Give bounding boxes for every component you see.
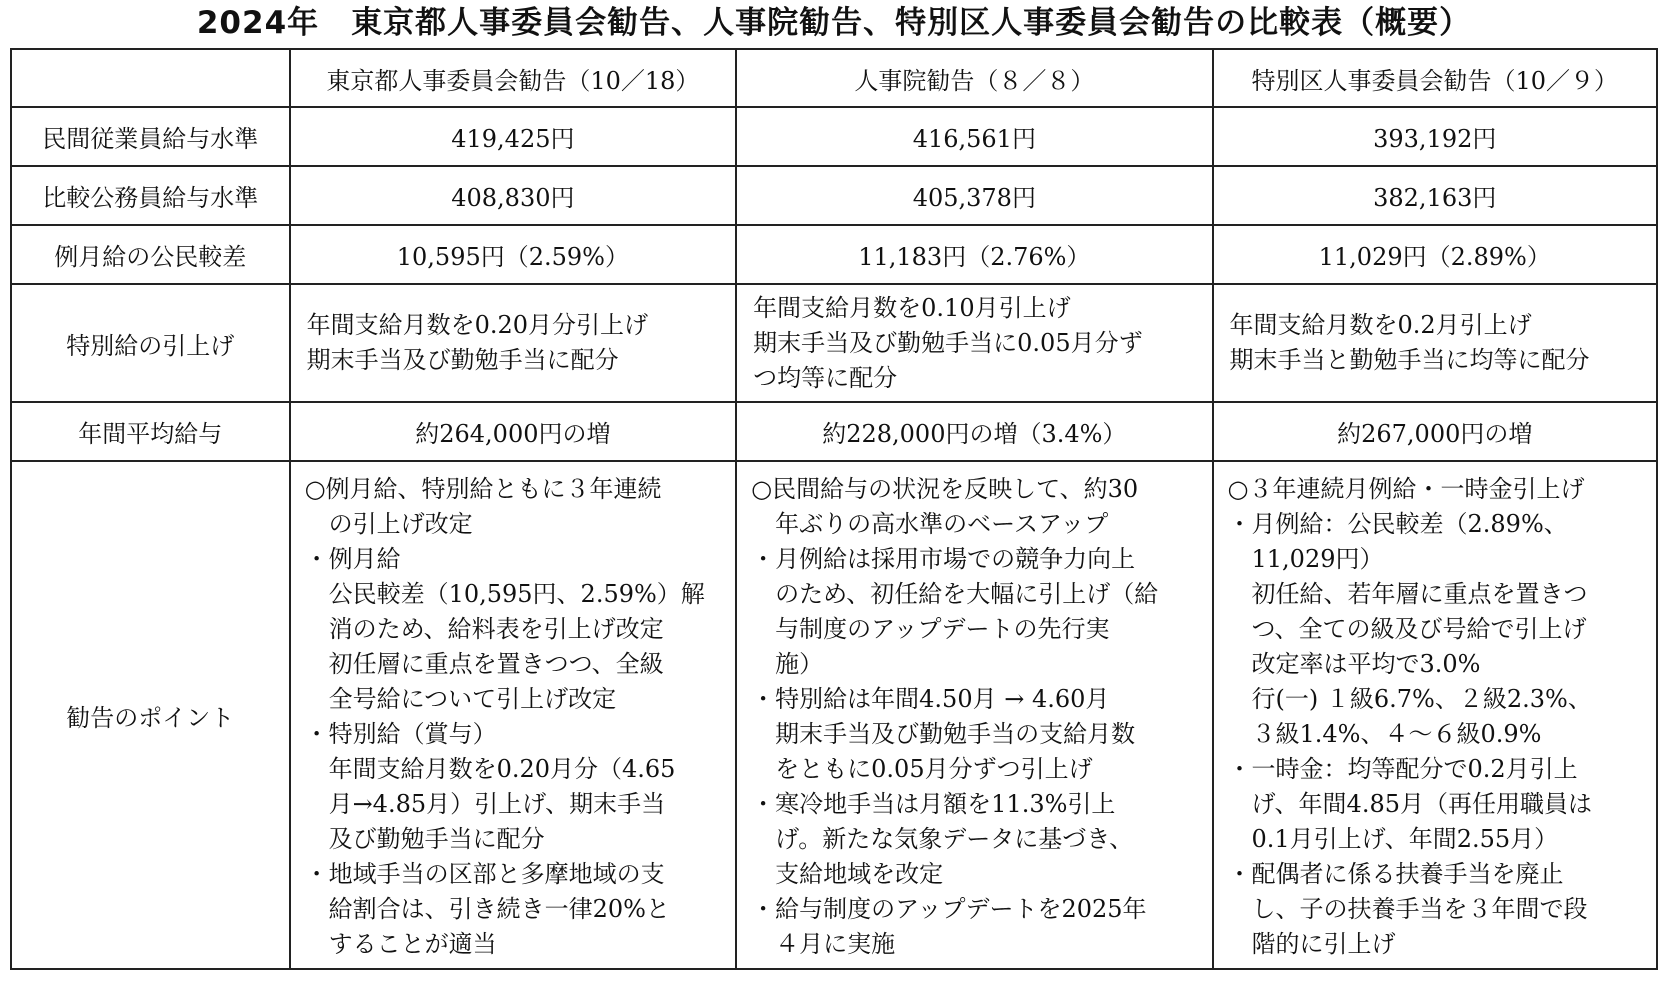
point-line: ・地域手当の区部と多摩地域の支 <box>304 860 665 888</box>
table-cell: 10,595円（2.59%） <box>290 225 737 284</box>
cell-line: 年間支給月数を0.20月分引上げ <box>306 311 649 339</box>
point-line: ・配偶者に係る扶養手当を廃止 <box>1227 860 1564 888</box>
points-cell-jinjiin <box>736 461 1212 969</box>
table-cell: 約267,000円の増 <box>1213 402 1657 461</box>
cell-line: 期末手当及び勤勉手当に配分 <box>306 346 619 374</box>
point-line: ４月に実施 <box>751 930 896 958</box>
point-line: げ、年間4.85月（再任用職員は <box>1227 790 1592 818</box>
point-line: 消のため、給料表を引上げ改定 <box>304 615 664 643</box>
cell-line: 年間支給月数を0.2月引上げ <box>1229 311 1532 339</box>
header-tokubetsuku: 特別区人事委員会勧告（10／９） <box>1213 49 1657 107</box>
comparison-table <box>10 48 1658 970</box>
table-cell: 約228,000円の増（3.4%） <box>736 402 1212 461</box>
point-line: ３級1.4%、４～６級0.9% <box>1227 720 1542 748</box>
row-label: 年間平均給与 <box>11 402 290 461</box>
points-cell-tokyo <box>290 461 737 969</box>
point-line: ・月例給：公民較差（2.89%、 <box>1227 510 1568 538</box>
point-line: ・月例給は採用市場での競争力向上 <box>751 545 1136 573</box>
point-line: 全号給について引上げ改定 <box>304 685 617 713</box>
point-line: 支給地域を改定 <box>751 860 944 888</box>
point-line: をともに0.05月分ずつ引上げ <box>751 755 1093 783</box>
table-cell: 408,830円 <box>290 166 737 225</box>
table-cell: 382,163円 <box>1213 166 1657 225</box>
table-cell: 419,425円 <box>290 107 737 166</box>
row-label: 例月給の公民較差 <box>11 225 290 284</box>
point-line: 及び勤勉手当に配分 <box>304 825 545 853</box>
table-cell: 393,192円 <box>1213 107 1657 166</box>
header-row <box>11 49 1657 107</box>
point-line: 11,029円） <box>1227 545 1384 573</box>
point-line: げ。新たな気象データに基づき、 <box>751 825 1134 853</box>
points-row <box>11 461 1657 969</box>
row-label: 比較公務員給与水準 <box>11 166 290 225</box>
table-row <box>11 225 1657 284</box>
point-line: ・特別給は年間4.50月 → 4.60月 <box>751 685 1110 713</box>
point-line: 年間支給月数を0.20月分（4.65 <box>304 755 676 783</box>
point-line: の引上げ改定 <box>304 510 473 538</box>
point-line: ・例月給 <box>304 545 401 573</box>
header-tokyo: 東京都人事委員会勧告（10／18） <box>290 49 737 107</box>
table-cell: 約264,000円の増 <box>290 402 737 461</box>
point-line: ・特別給（賞与） <box>304 720 497 748</box>
row-label: 特別給の引上げ <box>11 284 290 402</box>
table-row <box>11 166 1657 225</box>
cell-line: 期末手当と勤勉手当に均等に配分 <box>1229 346 1590 374</box>
point-line: し、子の扶養手当を３年間で段 <box>1227 895 1588 923</box>
table-cell <box>736 284 1212 402</box>
cell-line: 年間支給月数を0.10月引上げ <box>753 293 1071 322</box>
cell-line: つ均等に配分 <box>753 363 898 392</box>
table-row <box>11 284 1657 402</box>
point-line: することが適当 <box>304 930 497 958</box>
table-row <box>11 402 1657 461</box>
point-line: 公民較差（10,595円、2.59%）解 <box>304 580 705 608</box>
point-line: ・寒冷地手当は月額を11.3%引上 <box>751 790 1116 818</box>
point-line: のため、初任給を大幅に引上げ（給 <box>751 580 1159 608</box>
point-line: 期末手当及び勤勉手当の支給月数 <box>751 720 1136 748</box>
point-line: 月→4.85月）引上げ、期末手当 <box>304 790 666 818</box>
point-line: ・給与制度のアップデートを2025年 <box>751 895 1147 923</box>
point-line: 改定率は平均で3.0% <box>1227 650 1481 678</box>
point-line: ○３年連続月例給・一時金引上げ <box>1227 475 1585 503</box>
cell-line: 期末手当及び勤勉手当に0.05月分ず <box>753 328 1143 357</box>
point-line: 初任層に重点を置きつつ、全級 <box>304 650 664 678</box>
point-line: ○例月給、特別給ともに３年連続 <box>304 475 662 503</box>
row-label: 勧告のポイント <box>11 461 290 969</box>
table-cell: 11,029円（2.89%） <box>1213 225 1657 284</box>
point-line: 行(一) １級6.7%、２級2.3%、 <box>1227 685 1592 713</box>
point-line: 施） <box>751 650 824 678</box>
header-empty <box>11 49 290 107</box>
page-title: 2024年 東京都人事委員会勧告、人事院勧告、特別区人事委員会勧告の比較表（概要） <box>196 5 1472 41</box>
row-label: 民間従業員給与水準 <box>11 107 290 166</box>
point-line: 階的に引上げ <box>1227 930 1396 958</box>
point-line: ・一時金：均等配分で0.2月引上 <box>1227 755 1578 783</box>
point-line: 与制度のアップデートの先行実 <box>751 615 1110 643</box>
header-jinjiin: 人事院勧告（８／８） <box>736 49 1212 107</box>
point-line: 0.1月引上げ、年間2.55月） <box>1227 825 1559 853</box>
points-cell-tokubetsuku <box>1213 461 1657 969</box>
table-row <box>11 107 1657 166</box>
table-cell: 416,561円 <box>736 107 1212 166</box>
point-line: ○民間給与の状況を反映して、約30 <box>751 475 1139 503</box>
table-cell: 11,183円（2.76%） <box>736 225 1212 284</box>
table-cell <box>290 284 737 402</box>
table-cell: 405,378円 <box>736 166 1212 225</box>
table-cell <box>1213 284 1657 402</box>
point-line: 給割合は、引き続き一律20%と <box>304 895 670 923</box>
point-line: つ、全ての級及び号給で引上げ <box>1227 615 1587 643</box>
point-line: 年ぶりの高水準のベースアップ <box>751 510 1109 538</box>
point-line: 初任給、若年層に重点を置きつ <box>1227 580 1588 608</box>
